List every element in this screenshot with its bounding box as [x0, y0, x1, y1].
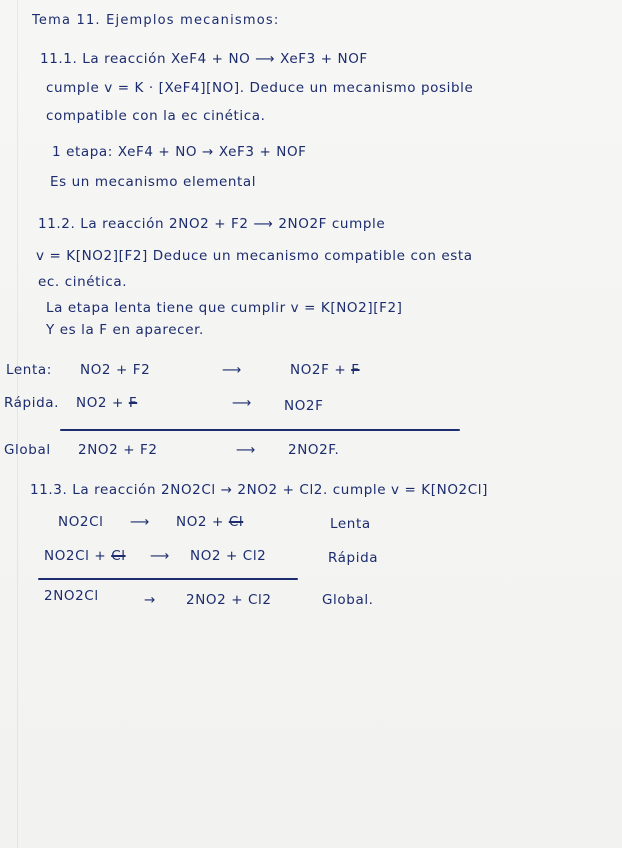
s2-step2-cancelled-f: F — [128, 395, 138, 411]
s1-step: 1 etapa: XeF4 + NO → XeF3 + NOF — [52, 144, 307, 160]
s2-step1-reactants: NO2 + F2 — [80, 362, 151, 378]
s2-step2-products: NO2F — [284, 398, 324, 414]
s2-step1-cancelled-f: F — [351, 362, 360, 378]
s2-step1-arrow: ⟶ — [222, 362, 242, 378]
s3-step1-label: Lenta — [330, 516, 371, 532]
s2-global-arrow: ⟶ — [236, 442, 256, 458]
s3-global-arrow: → — [144, 592, 156, 608]
s2-step2-arrow: ⟶ — [232, 395, 252, 411]
s3-sum-rule — [38, 578, 298, 580]
s2-rate-law: v = K[NO2][F2] Deduce un mecanismo compatible con esta — [36, 248, 473, 264]
s3-step2-label: Rápida — [328, 550, 379, 566]
s2-step2-reactants — [76, 397, 137, 411]
s2-slow-step-note: La etapa lenta tiene que cumplir v = K[NO2][F2] — [46, 300, 403, 316]
s3-step2-arrow: ⟶ — [150, 548, 170, 564]
s2-step1-products — [290, 364, 360, 378]
s2-step1-label: Lenta: — [6, 362, 52, 378]
page-margin-line — [17, 0, 18, 848]
s2-order-note: Y es la F en aparecer. — [46, 322, 204, 338]
s3-statement: 11.3. La reacción 2NO2Cl → 2NO2 + Cl2. cumple v = K[NO2Cl] — [30, 482, 488, 498]
s3-global-label: Global. — [322, 592, 374, 608]
s3-step1-cancelled-cl: Cl — [228, 514, 244, 530]
s1-rate-law: cumple v = K · [XeF4][NO]. Deduce un mecanismo posible — [46, 80, 474, 96]
s2-step2-reactants-text: NO2 + — [76, 395, 129, 411]
page-title: Tema 11. Ejemplos mecanismos: — [32, 13, 280, 28]
s1-question: compatible con la ec cinética. — [46, 108, 266, 124]
s3-step1-products-text: NO2 + — [176, 514, 229, 530]
s3-global-products: 2NO2 + Cl2 — [186, 592, 272, 608]
s3-step2-products: NO2 + Cl2 — [190, 548, 267, 564]
s2-statement: 11.2. La reacción 2NO2 + F2 ⟶ 2NO2F cumple — [38, 216, 386, 232]
s3-step2-reactants — [44, 550, 126, 564]
s2-global-reactants: 2NO2 + F2 — [78, 442, 158, 458]
s3-step2-cancelled-cl: Cl — [111, 548, 126, 564]
s2-step2-label: Rápida. — [4, 395, 60, 411]
s1-conclusion: Es un mecanismo elemental — [50, 174, 257, 190]
s3-step2-reactants-text: NO2Cl + — [44, 548, 112, 564]
s1-statement: 11.1. La reacción XeF4 + NO ⟶ XeF3 + NOF — [40, 51, 368, 67]
s3-step1-products — [176, 516, 243, 530]
s3-step1-arrow: ⟶ — [130, 514, 150, 530]
s2-sum-rule — [60, 429, 460, 431]
s2-global-label: Global — [4, 442, 51, 458]
s3-global-reactants: 2NO2Cl — [44, 588, 99, 604]
s2-step1-products-text: NO2F + — [290, 362, 352, 378]
s2-question: ec. cinética. — [38, 274, 128, 290]
s3-step1-reactants: NO2Cl — [58, 514, 104, 530]
s2-global-products: 2NO2F. — [288, 442, 340, 458]
